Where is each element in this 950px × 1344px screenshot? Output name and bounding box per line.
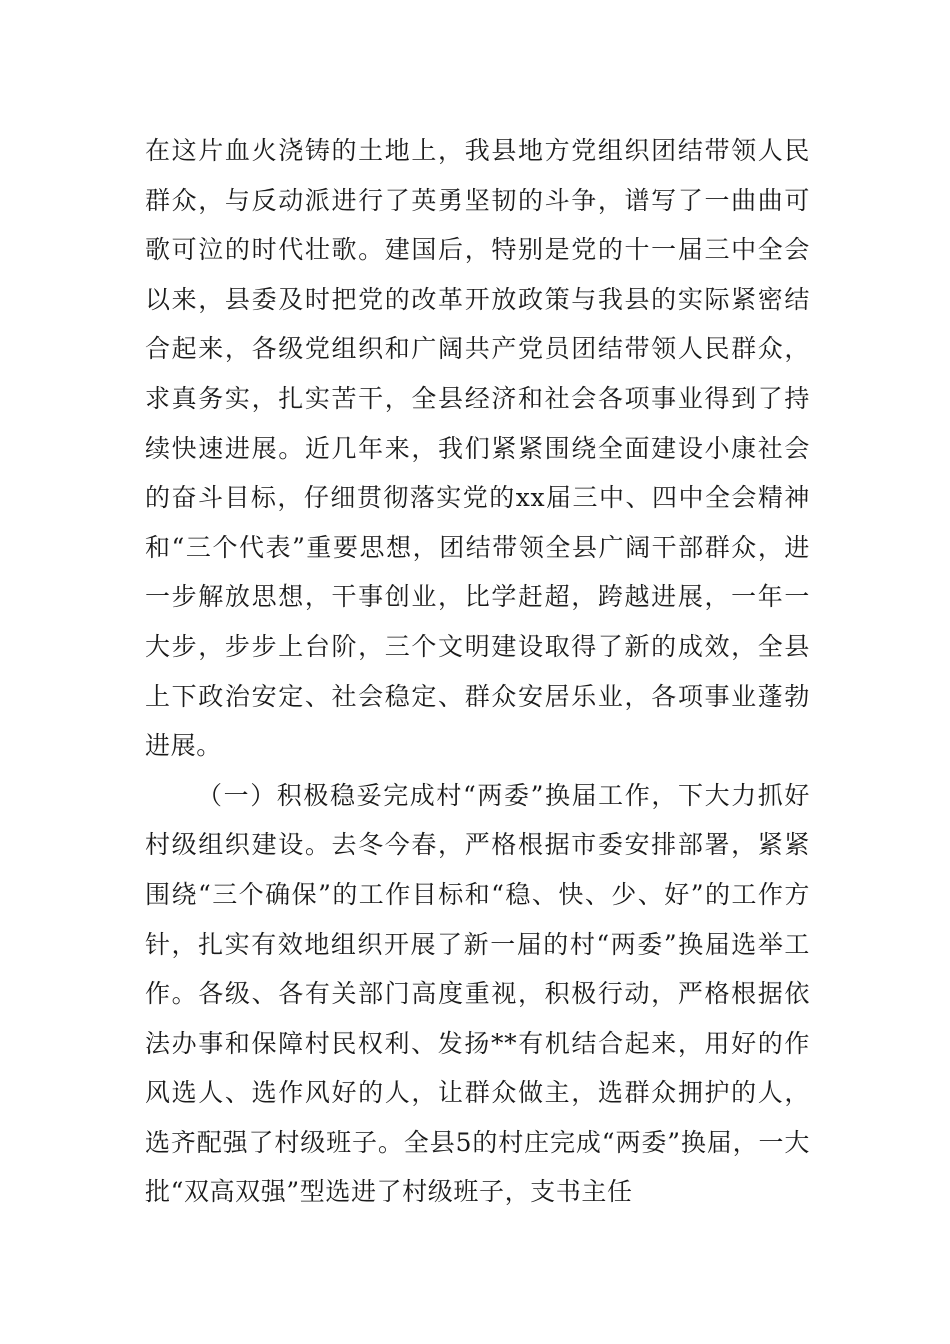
- paragraph-2: （一）积极稳妥完成村“两委”换届工作，下大力抓好村级组织建设。去冬今春，严格根据市委安排部署，紧紧围绕“三个确保”的工作目标和“稳、快、少、好”的工作方针，扎实有效地组织开展了新一届的村“两委”换届选举工作。各级、各有关部门高度重视，积极行动，严格根据依法办事和保障村民权利、发扬**有机结合起来，用好的作风选人、选作风好的人，让群众做主，选群众拥护的人，选齐配强了村级班子。全县5的村庄完成“两委”换届，一大批“双高双强”型选进了村级班子，支书主任: [145, 780, 810, 1207]
- paragraph-1: 在这片血火浇铸的土地上，我县地方党组织团结带领人民群众，与反动派进行了英勇坚韧的斗争，谱写了一曲曲可歌可泣的时代壮歌。建国后，特别是党的十一届三中全会以来，县委及时把党的改革开放政策与我县的实际紧密结合起来，各级党组织和广阔共产党员团结带领人民群众，求真务实，扎实苦干，全县经济和社会各项事业得到了持续快速进展。近几年来，我们紧紧围绕全面建设小康社会的奋斗目标，仔细贯彻落实党的xx届三中、四中全会精神和“三个代表”重要思想，团结带领全县广阔干部群众，进一步解放思想，干事创业，比学赶超，跨越进展，一年一大步，步步上台阶，三个文明建设取得了新的成效，全县上下政治安定、社会稳定、群众安居乐业，各项事业蓬勃进展。: [145, 136, 810, 761]
- document-body: [145, 126, 810, 1217]
